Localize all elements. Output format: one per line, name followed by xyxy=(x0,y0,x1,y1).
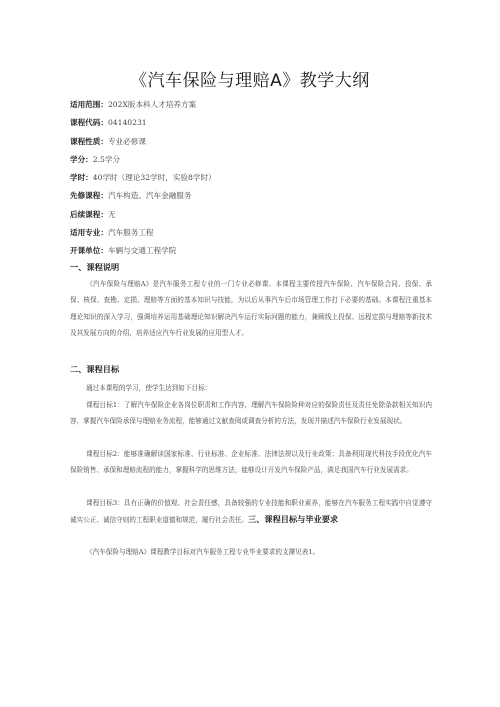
meta-row-followup: 后续课程：无 xyxy=(70,209,116,219)
meta-row-nature: 课程性质：专业必修课 xyxy=(70,136,146,146)
meta-row-hours: 学时：40学时（理论32学时，实验8学时） xyxy=(70,173,216,183)
meta-row-credits: 学分：2.5学分 xyxy=(70,154,121,164)
objective-3-paragraph: 课程目标3：具有正确的价值观、社会责任感，具备较强的专业技能和职业素养，能够在汽车服务工程实践中自觉遵守诚实公正、诚信守则的工程职业道德和规范，履行社会责任。三、课程目标与毕业要求 xyxy=(70,499,432,525)
objective-1-paragraph: 课程目标1：了解汽车保险企业各岗位职责和工作内容，理解汽车保险险种对应的保险责任及责任免除条款相关知识内容，掌握汽车保险承保与理赔业务流程，能够通过文献查阅或调查分析的方法，发现并描述汽车保险行业发展现状。 xyxy=(70,401,432,426)
section-heading-requirements: 三、课程目标与毕业要求 xyxy=(248,514,339,525)
section-heading-objectives: 二、课程目标 xyxy=(70,364,120,374)
meta-row-code: 课程代码：04140231 xyxy=(70,118,147,128)
requirements-support-paragraph: 《汽车保险与理赔A》课程教学目标对汽车服务工程专业毕业要求的支撑见表1。 xyxy=(86,548,320,556)
document-title: 《汽车保险与理赔A》教学大纲 xyxy=(130,71,370,91)
course-meta xyxy=(70,96,450,261)
meta-row-unit: 开课单位：车辆与交通工程学院 xyxy=(70,246,177,256)
meta-row-major: 适用专业：汽车服务工程 xyxy=(70,228,154,238)
objective-2-paragraph: 课程目标2：能够准确解读国家标准、行业标准、企业标准、法律法规以及行业政策；具备利用现代科技手段优化汽车保险销售、承保和理赔流程的能力，掌握科学的思维方法，能够设计开发汽车保险产品，满足我国汽车行业发展需求。 xyxy=(70,450,432,475)
meta-row-scope: 适用范围：202X版本科人才培养方案 xyxy=(70,100,197,109)
section-heading-description: 一、课程说明 xyxy=(70,262,120,272)
objectives-lead-paragraph: 通过本课程的学习，使学生达到如下目标： xyxy=(86,384,212,392)
meta-row-prereq: 先修课程：汽车构造、汽车金融服务 xyxy=(70,191,192,201)
course-description-paragraph: 《汽车保险与理赔A》是汽车服务工程专业的一门专业必修课。本课程主要传授汽车保险、汽车保险合同、投保、承保、核保、查勘、定损、理赔等方面的基本知识与技能，为以后从事汽车后市场管理工作打下必要的基础。本课程注重基本理论知识的深入学习，强调培养运用基础理论知识解决汽车运行实际问题的能力，兼顾线上投保、远程定损与理赔等新技术及其发展方向的介绍，培养适应汽车行业发展的应用型人才。 xyxy=(70,280,432,338)
